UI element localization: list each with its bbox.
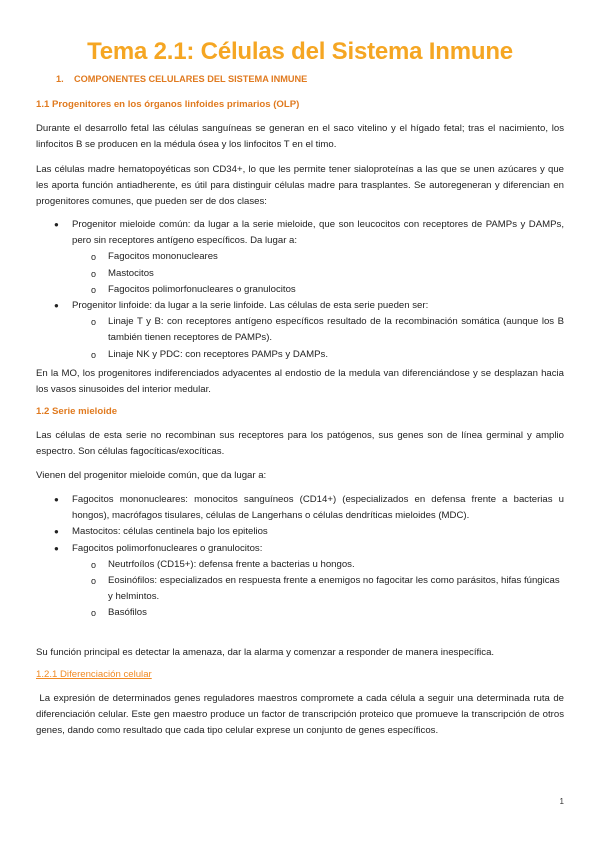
paragraph: Vienen del progenitor mieloide común, que da lugar a:	[36, 470, 267, 481]
list-item	[36, 541, 564, 557]
list-item	[36, 492, 564, 524]
circle-bullet-icon: o	[91, 559, 97, 570]
sublist-item	[36, 347, 564, 363]
sublist-item	[36, 314, 564, 346]
progenitor-list	[36, 217, 564, 363]
paragraph: La expresión de determinados genes reguladores maestros compromete a cada célula a seguir una determinada ruta de diferenciación celular. Este gen maestro produce un factor de transcripción proteico que promueve la transcripción de otros genes, dando como resultado que cada tipo celular exprese un conjunto de genes específicos.	[36, 693, 567, 737]
circle-bullet-icon: o	[91, 252, 97, 263]
list-item	[36, 298, 564, 314]
circle-bullet-icon: o	[91, 608, 97, 619]
circle-bullet-icon: o	[91, 349, 97, 360]
list-item-text: Fagocitos mononucleares: monocitos sanguíneos (CD14+) (especializados en defensa frente a bacterias u hongos), macrófagos tisulares, células de Langerhans o células dendríticas mieloides (MDC).	[72, 494, 564, 522]
circle-bullet-icon: o	[91, 317, 97, 328]
paragraph: Durante el desarrollo fetal las células sanguíneas se generan en el saco vitelino y el hígado fetal; tras el nacimiento, los linfocitos B se producen en la médula ósea y los linfocitos T en el timo.	[36, 123, 564, 151]
page-number: 1	[559, 797, 564, 806]
paragraph: En la MO, los progenitores indiferenciados adyacentes al endostio de la medula van diferenciándose y se desplazan hacia los vasos sinusoides del interior medular.	[36, 368, 564, 396]
list-item	[36, 524, 564, 540]
sublist-item-text: Neutrfoílos (CD15+): defensa frente a bacterias u hongos.	[108, 558, 355, 570]
sublist-item	[36, 249, 564, 265]
list-item-text: Progenitor mieloide común: da lugar a la serie mieloide, que son leucocitos con receptores de PAMPs y DAMPs, pero sin receptores antígeno específicos. Da lugar a:	[72, 219, 564, 247]
subsection-heading-1-2: 1.2 Serie mieloide	[36, 406, 118, 417]
section-label: COMPONENTES CELULARES DEL SISTEMA INMUNE	[74, 74, 308, 84]
sublist-item-text: Fagocitos polimorfonucleares o granulocitos	[108, 283, 296, 295]
sublist-item-text: Eosinófilos: especializados en respuesta frente a enemigos no fagocitar les como parásitos, hifas fúngicas y helmintos.	[108, 575, 560, 603]
paragraph: Las células madre hematopoyéticas son CD34+, lo que les permite tener sialoproteínas a las que se unen azúcares y que les aporta función antiadherente, es útil para distinguir células madre para trasplantes. Se autoregeneran y diferencian en progenitores comunes, que pueden ser de dos clases:	[36, 164, 564, 208]
circle-bullet-icon: o	[91, 284, 97, 295]
myeloid-list	[36, 492, 564, 622]
paragraph: Su función principal es detectar la amenaza, dar la alarma y comenzar a responder de manera inespecífica.	[36, 647, 495, 658]
circle-bullet-icon: o	[91, 576, 97, 587]
bullet-icon: ●	[54, 527, 59, 537]
paragraph: Las células de esta serie no recombinan sus receptores para los patógenos, sus genes son de línea germinal y amplio espectro. Son células fagocíticas/exocíticas.	[36, 430, 564, 458]
sublist-item-text: Mastocitos	[108, 267, 154, 279]
sublist-item	[36, 266, 564, 282]
sublist-item	[36, 573, 564, 605]
subsection-heading-1-2-1: 1.2.1 Diferenciación celular	[36, 669, 152, 680]
section-heading	[56, 74, 307, 84]
circle-bullet-icon: o	[91, 268, 97, 279]
sublist-item-text: Linaje NK y PDC: con receptores PAMPs y DAMPs.	[108, 348, 329, 360]
page-title: Tema 2.1: Células del Sistema Inmune	[87, 38, 513, 65]
list-item-text: Mastocitos: células centinela bajo los epitelios	[72, 526, 268, 538]
sublist-item-text: Basófilos	[108, 607, 147, 619]
sublist-item	[36, 282, 564, 298]
sublist-item	[36, 557, 564, 573]
list-item	[36, 217, 564, 249]
sublist-item-text: Fagocitos mononucleares	[108, 251, 218, 263]
sublist-item	[36, 605, 564, 621]
section-number: 1.	[56, 74, 64, 84]
bullet-icon: ●	[54, 301, 59, 311]
list-item-text: Progenitor linfoide: da lugar a la serie linfoide. Las células de esta serie pueden ser:	[72, 300, 429, 312]
list-item-text: Fagocitos polimorfonucleares o granulocitos:	[72, 542, 263, 554]
bullet-icon: ●	[54, 543, 59, 553]
bullet-icon: ●	[54, 495, 59, 504]
subsection-heading-1-1: 1.1 Progenitores en los órganos linfoides primarios (OLP)	[36, 99, 300, 110]
bullet-icon: ●	[54, 220, 59, 229]
sublist-item-text: Linaje T y B: con receptores antígeno específicos resultado de la recombinación somática (aunque los B también tienen receptores de PAMPs).	[108, 316, 564, 344]
